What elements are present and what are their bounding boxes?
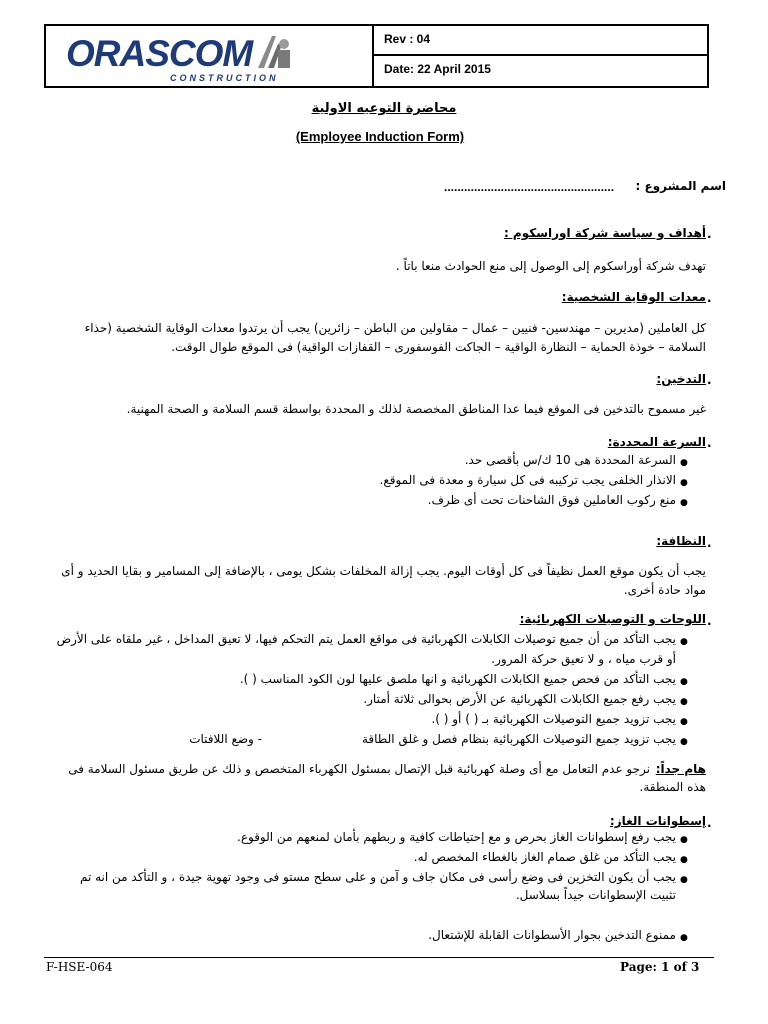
bullet-icon: ● bbox=[680, 717, 688, 727]
section-heading-ppe: معدات الوقاية الشخصية: bbox=[561, 290, 706, 304]
list-item-continuation: أو قرب مياه ، و لا تعيق حركة المرور. bbox=[491, 652, 676, 666]
section-heading-gas: إسطوانات الغاز: bbox=[609, 814, 706, 828]
bullet-icon: ● bbox=[680, 737, 688, 747]
list-item: السرعة المحددة هى 10 ك/س بأقصى حد. bbox=[464, 453, 676, 467]
bullet-icon: ● bbox=[680, 697, 688, 707]
list-item: يجب رفع جميع الكابلات الكهربائية عن الأرض بحوالى ثلاثة أمتار. bbox=[363, 692, 676, 706]
section-text-cleanliness-line1: يجب أن يكون موقع العمل نظيفاً فى كل أوقات اليوم. يجب إزالة المخلفات بشكل يومى ، بالإضافة إلى المسامير و بقايا الحديد و أى bbox=[61, 564, 706, 578]
list-item: يجب تزويد جميع التوصيلات الكهربائية بـ ( ) أو ( ). bbox=[431, 712, 676, 726]
bullet-icon: ● bbox=[680, 677, 688, 687]
section-heading-cleanliness: النظافة: bbox=[656, 534, 706, 548]
company-logo-subtitle: CONSTRUCTION bbox=[170, 73, 279, 83]
list-item: يجب التأكد من غلق صمام الغاز بالغطاء المخصص له. bbox=[413, 850, 676, 864]
footer-divider bbox=[44, 957, 714, 958]
section-text-smoking: غير مسموح بالتدخين فى الموقع فيما عدا المناطق المخصصة لذلك و المحددة بواسطة قسم السلامة و الصحة المهنية. bbox=[126, 402, 706, 416]
list-item: يجب رفع إسطوانات الغاز بحرص و مع إحتياطات كافية و ربطهم بأمان لمنعهم من الوقوع. bbox=[237, 830, 676, 844]
project-name-blank: ................................................... bbox=[444, 180, 615, 194]
date-label: Date: 22 April 2015 bbox=[384, 62, 491, 76]
page-number: Page: 1 of 3 bbox=[620, 960, 700, 974]
list-item-secondary: - وضع اللافتات bbox=[189, 732, 262, 746]
bullet-icon: ● bbox=[680, 855, 688, 865]
list-item: يجب تزويد جميع التوصيلات الكهربائية بنظام فصل و غلق الطاقة bbox=[361, 732, 676, 746]
company-logo-icon bbox=[254, 32, 292, 72]
section-heading-goals: أهداف و سياسة شركة اوراسكوم : bbox=[503, 226, 706, 240]
section-text-ppe-line1: كل العاملين (مديرين – مهندسين- فنيين – عمال – مقاولين من الباطن – زائرين) يجب أن يرتدوا معدات الوقاية الشخصية (حذاء bbox=[84, 321, 706, 335]
section-text-ppe-line2: السلامة – خوذة الحماية – النظارة الواقية – الجاكت الفوسفورى – القفازات الواقية) فى الموقع طوال الوقت. bbox=[171, 340, 706, 354]
list-item: ممنوع التدخين بجوار الأسطوانات القابلة للإشتعال. bbox=[428, 928, 676, 942]
important-text-line2: هذه المنطقة. bbox=[639, 780, 706, 794]
list-item: منع ركوب العاملين فوق الشاحنات تحت أى ظرف. bbox=[427, 493, 676, 507]
bullet-icon: ● bbox=[680, 478, 688, 488]
bullet-icon: ● bbox=[680, 835, 688, 845]
list-item: الانذار الخلفى يجب تركيبه فى كل سيارة و معدة فى الموقع. bbox=[379, 473, 676, 487]
company-logo-text: ORASCOM bbox=[66, 33, 253, 74]
list-item-continuation: تثبيت الإسطوانات جيداً بسلاسل. bbox=[515, 888, 676, 902]
section-text-goals: تهدف شركة أوراسكوم إلى الوصول إلى منع الحوادث منعا باتاً . bbox=[395, 259, 706, 273]
revision-label: Rev : 04 bbox=[384, 32, 431, 46]
header-table bbox=[44, 24, 709, 88]
bullet-icon: ● bbox=[680, 933, 688, 943]
section-text-cleanliness-line2: مواد حادة أخرى. bbox=[623, 583, 706, 597]
list-item: يجب التأكد من أن جميع توصيلات الكابلات الكهربائية فى مواقع العمل يتم التحكم فيها، لا تعيق المداخل ، غير ملقاه على الأرض bbox=[56, 632, 676, 646]
bullet-icon: ● bbox=[680, 637, 688, 647]
section-heading-electrical: اللوحات و التوصيلات الكهربائية: bbox=[519, 612, 706, 626]
bullet-icon: ● bbox=[680, 458, 688, 468]
bullet-icon: ● bbox=[680, 875, 688, 885]
section-heading-smoking: التدخين: bbox=[656, 372, 706, 386]
section-heading-speed: السرعة المحددة: bbox=[607, 435, 706, 449]
list-item: يجب التأكد من فحص جميع الكابلات الكهربائية و انها ملصق عليها لون الكود المناسب ( ). bbox=[239, 672, 676, 686]
form-title-english: (Employee Induction Form) bbox=[295, 129, 465, 144]
important-label: هام جداً: bbox=[655, 762, 706, 776]
form-title-arabic: محاضرة التوعيه الاولية bbox=[311, 101, 457, 116]
important-text-line1: نرجو عدم التعامل مع أى وصلة كهربائية قبل الإتصال بمسئول الكهرباء المتخصص و ذلك عن طريق مسئول السلامة فى bbox=[68, 762, 650, 776]
project-name-label: اسم المشروع : bbox=[635, 179, 726, 193]
form-code: F-HSE-064 bbox=[46, 960, 113, 974]
list-item: يجب أن يكون التخزين فى وضع رأسى فى مكان جاف و آمن و على سطح مستو فى وجود تهوية جيدة ، و التأكد من انه تم bbox=[79, 870, 676, 884]
bullet-icon: ● bbox=[680, 498, 688, 508]
